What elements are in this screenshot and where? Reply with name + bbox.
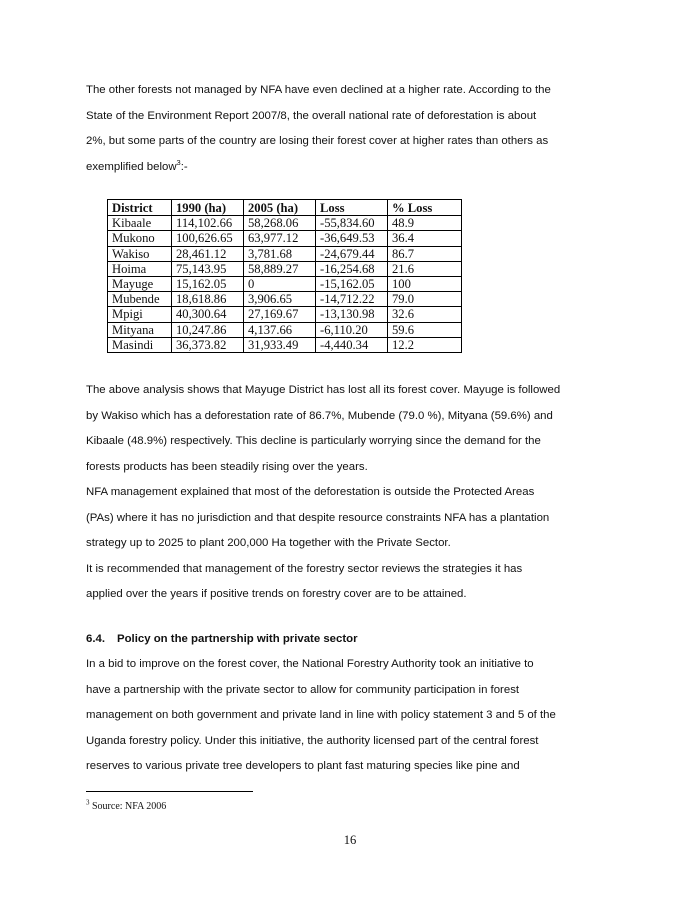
- loss-cell: -13,130.98: [316, 307, 388, 322]
- percent-loss-cell: 32.6: [388, 307, 462, 322]
- loss-cell: -24,679.44: [316, 246, 388, 261]
- district-cell: Mayuge: [108, 277, 172, 292]
- district-cell: Kibaale: [108, 216, 172, 231]
- loss-cell: -36,649.53: [316, 231, 388, 246]
- ha-1990-cell: 100,626.65: [172, 231, 244, 246]
- policy-line-5: reserves to various private tree developers to plant fast maturing species like pine and: [86, 760, 520, 772]
- deforestation-table: [107, 199, 462, 353]
- percent-loss-cell: 100: [388, 277, 462, 292]
- analysis-line-8: It is recommended that management of the forestry sector reviews the strategies it has: [86, 562, 523, 575]
- ha-1990-cell: 40,300.64: [172, 307, 244, 322]
- header-2005: 2005 (ha): [244, 200, 316, 216]
- table-row: [108, 292, 462, 307]
- ha-2005-cell: 31,933.49: [244, 337, 316, 352]
- table-row: [108, 216, 462, 231]
- district-cell: Masindi: [108, 337, 172, 352]
- table-row: [108, 231, 462, 246]
- ha-1990-cell: 10,247.86: [172, 322, 244, 337]
- footnote-marker: 3: [86, 798, 90, 807]
- footnote-reference[interactable]: 3: [176, 157, 181, 167]
- percent-loss-cell: 36.4: [388, 231, 462, 246]
- section-title: Policy on the partnership with private sector: [117, 633, 358, 645]
- policy-paragraph: [86, 652, 621, 780]
- ha-1990-cell: 36,373.82: [172, 337, 244, 352]
- ha-1990-cell: 75,143.95: [172, 261, 244, 276]
- footnote-divider: [86, 791, 253, 792]
- intro-line-4-end: :-: [180, 160, 188, 173]
- percent-loss-cell: 12.2: [388, 337, 462, 352]
- table-row: [108, 322, 462, 337]
- intro-line-4: [86, 155, 616, 181]
- district-cell: Mubende: [108, 292, 172, 307]
- intro-line-1: The other forests not managed by NFA have even declined at a higher rate. According to the: [86, 84, 551, 96]
- header-loss: Loss: [316, 200, 388, 216]
- header-1990: 1990 (ha): [172, 200, 244, 216]
- ha-2005-cell: 27,169.67: [244, 307, 316, 322]
- ha-1990-cell: 28,461.12: [172, 246, 244, 261]
- table-row: [108, 261, 462, 276]
- loss-cell: -4,440.34: [316, 337, 388, 352]
- percent-loss-cell: 59.6: [388, 322, 462, 337]
- ha-2005-cell: 58,268.06: [244, 216, 316, 231]
- analysis-paragraph: [86, 378, 616, 608]
- footnote-text: Source: NFA 2006: [89, 801, 167, 812]
- ha-2005-cell: 58,889.27: [244, 261, 316, 276]
- intro-paragraph: [86, 78, 616, 180]
- loss-cell: -6,110.20: [316, 322, 388, 337]
- policy-line-1: In a bid to improve on the forest cover, the National Forestry Authority took an initiative to: [86, 658, 534, 670]
- district-cell: Mukono: [108, 231, 172, 246]
- section-heading: [86, 627, 358, 652]
- footnote: [86, 800, 166, 814]
- section-number: 6.4.: [86, 633, 105, 645]
- table-header-row: [108, 200, 462, 216]
- analysis-line-4: forests products has been steadily rising over the years.: [86, 460, 368, 473]
- analysis-line-9: applied over the years if positive trends on forestry cover are to be attained.: [86, 588, 467, 600]
- header-district: District: [108, 200, 172, 216]
- district-cell: Wakiso: [108, 246, 172, 261]
- table-row: [108, 277, 462, 292]
- analysis-line-6: (PAs) where it has no jurisdiction and that despite resource constraints NFA has a plantation: [86, 511, 550, 524]
- intro-line-4-text: exemplified below: [86, 160, 177, 173]
- loss-cell: -55,834.60: [316, 216, 388, 231]
- loss-cell: -15,162.05: [316, 277, 388, 292]
- ha-1990-cell: 15,162.05: [172, 277, 244, 292]
- policy-line-4: Uganda forestry policy. Under this initiative, the authority licensed part of the central forest: [86, 734, 539, 747]
- page-number: 16: [343, 833, 357, 847]
- analysis-line-2: by Wakiso which has a deforestation rate of 86.7%, Mubende (79.0 %), Mityana (59.6%) and: [86, 409, 553, 422]
- percent-loss-cell: 79.0: [388, 292, 462, 307]
- table-row: [108, 337, 462, 352]
- percent-loss-cell: 86.7: [388, 246, 462, 261]
- analysis-line-7: strategy up to 2025 to plant 200,000 Ha together with the Private Sector.: [86, 537, 451, 549]
- policy-line-3: management on both government and private land in line with policy statement 3 and 5 of the: [86, 709, 556, 721]
- ha-2005-cell: 3,781.68: [244, 246, 316, 261]
- header-percent-loss: % Loss: [388, 200, 462, 216]
- district-cell: Mityana: [108, 322, 172, 337]
- analysis-line-5: NFA management explained that most of the deforestation is outside the Protected Areas: [86, 486, 535, 498]
- intro-line-3: 2%, but some parts of the country are losing their forest cover at higher rates than others as: [86, 135, 549, 147]
- ha-2005-cell: 63,977.12: [244, 231, 316, 246]
- intro-line-2: State of the Environment Report 2007/8, the overall national rate of deforestation is about: [86, 109, 537, 122]
- policy-line-2: have a partnership with the private sector to allow for community participation in forest: [86, 683, 520, 696]
- district-cell: Hoima: [108, 261, 172, 276]
- table-row: [108, 307, 462, 322]
- table-row: [108, 246, 462, 261]
- ha-2005-cell: 0: [244, 277, 316, 292]
- loss-cell: -14,712.22: [316, 292, 388, 307]
- loss-cell: -16,254.68: [316, 261, 388, 276]
- ha-1990-cell: 18,618.86: [172, 292, 244, 307]
- ha-1990-cell: 114,102.66: [172, 216, 244, 231]
- percent-loss-cell: 48.9: [388, 216, 462, 231]
- district-cell: Mpigi: [108, 307, 172, 322]
- ha-2005-cell: 3,906.65: [244, 292, 316, 307]
- ha-2005-cell: 4,137.66: [244, 322, 316, 337]
- percent-loss-cell: 21.6: [388, 261, 462, 276]
- analysis-line-1: The above analysis shows that Mayuge District has lost all its forest cover. Mayuge is followed: [86, 384, 561, 396]
- analysis-line-3: Kibaale (48.9%) respectively. This decline is particularly worrying since the demand for the: [86, 435, 541, 447]
